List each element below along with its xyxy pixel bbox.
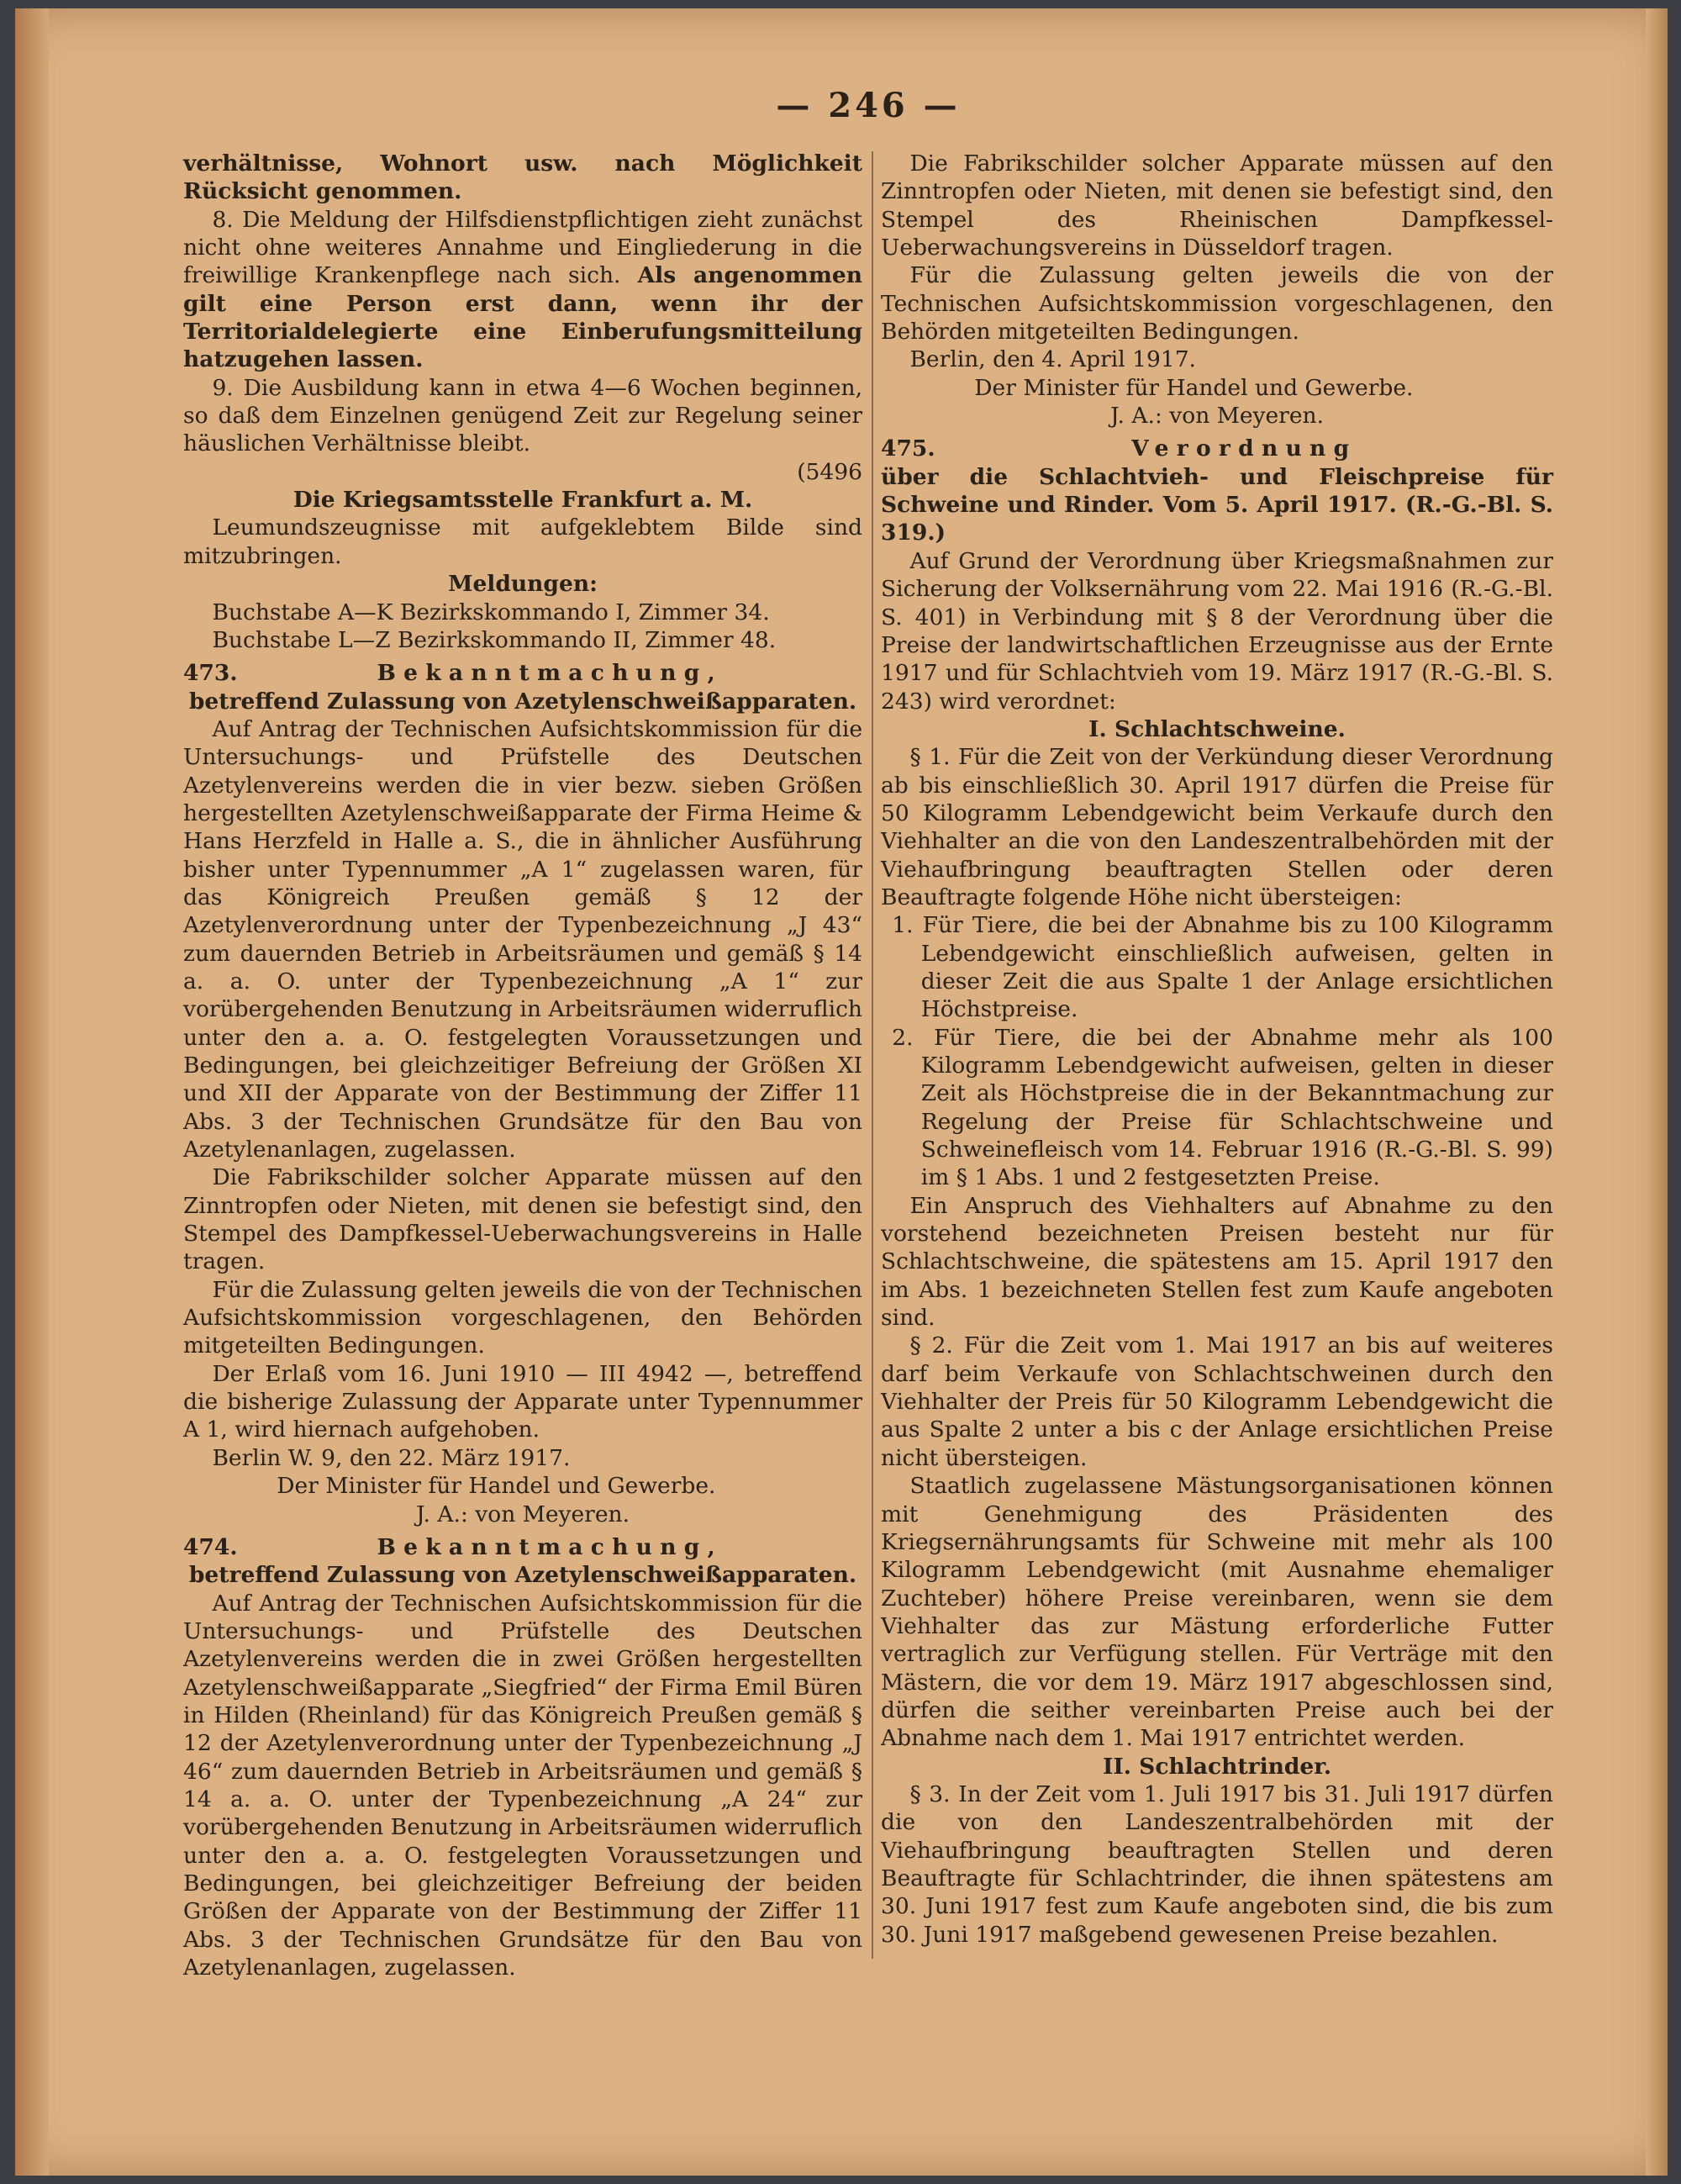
page-number: — 246 — — [776, 86, 961, 125]
ordinance-title: Verordnung — [1131, 435, 1357, 462]
ordinance-475-heading — [881, 435, 1553, 462]
page-edge — [1646, 8, 1668, 2176]
list-item: 2. Für Tiere, die bei der Abnahme mehr als 100 Kilogramm Lebendgewicht aufweisen, gelten in dieser Zeit als Höchstpreise die in der Bekanntmachung zur Regelung der Preise für Schlachtschweine und Schweinefleisch vom 14. Februar 1916 (R.-G.-Bl. S. 99) im § 1 Abs. 1 und 2 festgesetzten Preise. — [892, 1024, 1553, 1191]
claim-paragraph: Ein Anspruch des Viehhalters auf Abnahme zu den vorstehend bezeichneten Preisen besteht nur für Schlachtschweine, die spätestens am 15. April 1917 den im Abs. 1 bezeichneten Stellen fest zum Kaufe angeboten sind. — [881, 1192, 1553, 1332]
reference-number: (5496 — [797, 458, 862, 485]
paragraph-2: § 2. Für die Zeit vom 1. Mai 1917 an bis auf weiteres darf beim Verkaufe von Schlachtschweinen durch den Viehhalter der Preis für 50 Kilogramm Lebendgewicht die aus Spalte 2 unter a bis c der Anlage ersichtlichen Preise nicht übersteigen. — [881, 1332, 1553, 1471]
notice-subject: betreffend Zulassung von Azetylenschweißapparaten. — [188, 688, 857, 715]
fattening-paragraph: Staatlich zugelassene Mästungsorganisationen können mit Genehmigung des Präsidenten des Kriegsernährungsamts für Schweine mit mehr als 100 Kilogramm Lebendgewicht (mit Ausnahme ehemaliger Zuchteber) höhere Preise vereinbaren, wenn sie dem Viehhalter das zur Mästung erforderliche Futter vertraglich zur Verfügung stellen. Für Verträge mit den Mästern, die vor dem 19. März 1917 abgeschlossen sind, dürfen die seither vereinbarten Preise auch bei der Abnahme nach dem 1. Mai 1917 entrichtet werden. — [881, 1473, 1553, 1752]
paragraph-9: 9. Die Ausbildung kann in etwa 4—6 Wochen beginnen, so daß dem Einzelnen genügend Zeit zur Regelung seiner häuslichen Verhältnisse bleibt. — [183, 374, 862, 457]
section-heading: I. Schlachtschweine. — [1088, 715, 1346, 742]
paragraph-8 — [183, 206, 862, 374]
signature-name: J. A.: von Meyeren. — [1109, 403, 1325, 430]
section-heading: II. Schlachtrinder. — [1102, 1753, 1332, 1780]
notice-number: 474. — [183, 1533, 238, 1560]
page-binding — [15, 8, 49, 2176]
signature-title: Der Minister für Handel und Gewerbe. — [277, 1473, 716, 1500]
signature-title: Der Minister für Handel und Gewerbe. — [974, 374, 1414, 401]
notice-473-heading — [183, 659, 862, 687]
notice-title: Bekanntmachung, — [377, 1533, 724, 1560]
notice-date: Berlin, den 4. April 1917. — [909, 346, 1196, 373]
notice-title: Bekanntmachung, — [377, 660, 724, 687]
registration-line: Buchstabe A—K Bezirkskommando I, Zimmer 34. — [212, 599, 770, 625]
paragraph-8-emphasis: Als angenommen gilt eine Person erst dann, wenn ihr der Territorialdelegierte eine Einberufungsmitteilung hatzugehen lassen. — [183, 262, 862, 373]
notice-body: Die Fabrikschilder solcher Apparate müssen auf den Zinntropfen oder Nieten, mit denen sie befestigt sind, den Stempel des Dampfkessel-Ueberwachungsvereins in Halle tragen. — [183, 1164, 862, 1275]
list-item: 1. Für Tiere, die bei der Abnahme bis zu 100 Kilogramm Lebendgewicht einschließlich aufweisen, gelten in dieser Zeit die aus Spalte 1 der Anlage ersichtlichen Höchstpreise. — [892, 912, 1553, 1023]
notice-body: Auf Antrag der Technischen Aufsichtskommission für die Untersuchungs- und Prüfstelle des Deutschen Azetylenvereins werden die in vier bezw. sieben Größen hergestellten Azetylenschweißapparate der Firma Heime & Hans Herzfeld in Halle a. S., die in ähnlicher Ausführung bisher unter Typennummer „A 1“ zugelassen waren, für das Königreich Preußen gemäß § 12 der Azetylenverordnung unter der Typenbezeichnung „J 43“ zum dauernden Betrieb in Arbeitsräumen und gemäß § 14 a. a. O. unter der Typenbezeichnung „A 1“ zur vorübergehenden Benutzung in Arbeitsräumen widerruflich unter den a. a. O. festgelegten Voraussetzungen und Bedingungen, bei gleichzeitiger Befreiung der Größen XI und XII der Apparate von der Bestimmung der Ziffer 11 Abs. 3 der Technischen Grundsätze für den Bau von Azetylenanlagen, zugelassen. — [183, 715, 862, 1163]
ordinance-intro: Auf Grund der Verordnung über Kriegsmaßnahmen zur Sicherung der Volksernährung vom 22. Mai 1916 (R.-G.-Bl. S. 401) in Verbindung mit § 8 der Verordnung über die Preise der landwirtschaftlichen Erzeugnisse aus der Ernte 1917 und für Schlachtvieh vom 19. März 1917 (R.-G.-Bl. S. 243) wird verordnet: — [881, 547, 1553, 715]
registration-line: Buchstabe L—Z Bezirkskommando II, Zimmer 48. — [212, 626, 777, 653]
paragraph-3: § 3. In der Zeit vom 1. Juli 1917 bis 31. Juli 1917 dürfen die von den Landeszentralbehörden mit der Viehaufbringung beauftragten Stellen und deren Beauftragte für Schlachtrinder, die ihnen spätestens am 30. Juni 1917 fest zum Kaufe angeboten sind, die bis zum 30. Juni 1917 maßgebend gewesenen Preise bezahlen. — [881, 1780, 1553, 1948]
paragraph-continuation: verhältnisse, Wohnort usw. nach Möglichkeit Rücksicht genommen. — [183, 150, 862, 205]
notice-body: Für die Zulassung gelten jeweils die von der Technischen Aufsichtskommission vorgeschlagenen, den Behörden mitgeteilten Bedingungen. — [881, 262, 1553, 346]
paragraph-8-text: 8. Die Meldung der Hilfsdienstpflichtigen zieht zunächst nicht ohne weiteres Annahme und Eingliederung in die freiwillige Krankenpflege nach sich. — [183, 206, 862, 289]
notice-body: Auf Antrag der Technischen Aufsichtskommission für die Untersuchungs- und Prüfstelle des Deutschen Azetylenvereins werden die in zwei Größen hergestellten Azetylenschweißapparate „Siegfried“ der Firma Emil Büren in Hilden (Rheinland) für das Königreich Preußen gemäß § 12 der Azetylenverordnung unter der Typenbezeichnung „J 46“ zum dauernden Betrieb in Arbeitsräumen und gemäß § 14 a. a. O. unter der Typenbezeichnung „A 24“ zur vorübergehenden Benutzung in Arbeitsräumen widerruflich unter den a. a. O. festgelegten Voraussetzungen und Bedingungen, bei gleichzeitiger Befreiung der beiden Größen der Apparate von der Bestimmung der Ziffer 11 Abs. 3 der Technischen Grundsätze für den Bau von Azetylenanlagen, zugelassen. — [183, 1590, 862, 1981]
notice-date: Berlin W. 9, den 22. März 1917. — [212, 1444, 571, 1471]
registrations-heading: Meldungen: — [448, 571, 598, 598]
certificate-note: Leumundszeugnisse mit aufgeklebtem Bilde sind mitzubringen. — [183, 514, 862, 569]
notice-body: Die Fabrikschilder solcher Apparate müssen auf den Zinntropfen oder Nieten, mit denen sie befestigt sind, den Stempel des Rheinischen Dampfkessel-Ueberwachungsvereins in Düsseldorf tragen. — [881, 150, 1553, 261]
ordinance-subject: über die Schlachtvieh- und Fleischpreise für Schweine und Rinder. Vom 5. April 1917. (R.-G.-Bl. S. 319.) — [881, 463, 1553, 546]
right-column — [881, 150, 1553, 1949]
notice-number: 475. — [881, 435, 935, 462]
office-name: Die Kriegsamtsstelle Frankfurt a. M. — [292, 487, 753, 514]
document-page — [15, 8, 1668, 2176]
notice-body: Für die Zulassung gelten jeweils die von der Technischen Aufsichtskommission vorgeschlagenen, den Behörden mitgeteilten Bedingungen. — [183, 1276, 862, 1359]
paragraph-1: § 1. Für die Zeit von der Verkündung dieser Verordnung ab bis einschließlich 30. April 1917 dürfen die Preise für 50 Kilogramm Lebendgewicht beim Verkaufe durch den Viehhalter an die von den Landeszentralbehörden mit der Viehaufbringung beauftragten Stellen oder deren Beauftragte folgende Höhe nicht übersteigen: — [881, 744, 1553, 910]
notice-subject: betreffend Zulassung von Azetylenschweißapparaten. — [188, 1562, 857, 1589]
column-divider — [872, 151, 873, 1959]
notice-body: Der Erlaß vom 16. Juni 1910 — III 4942 —, betreffend die bisherige Zulassung der Apparate unter Typennummer A 1, wird hiernach aufgehoben. — [183, 1360, 862, 1443]
left-column — [183, 150, 862, 1981]
notice-474-heading — [183, 1533, 862, 1561]
notice-number: 473. — [183, 660, 238, 687]
signature-name: J. A.: von Meyeren. — [415, 1501, 630, 1527]
